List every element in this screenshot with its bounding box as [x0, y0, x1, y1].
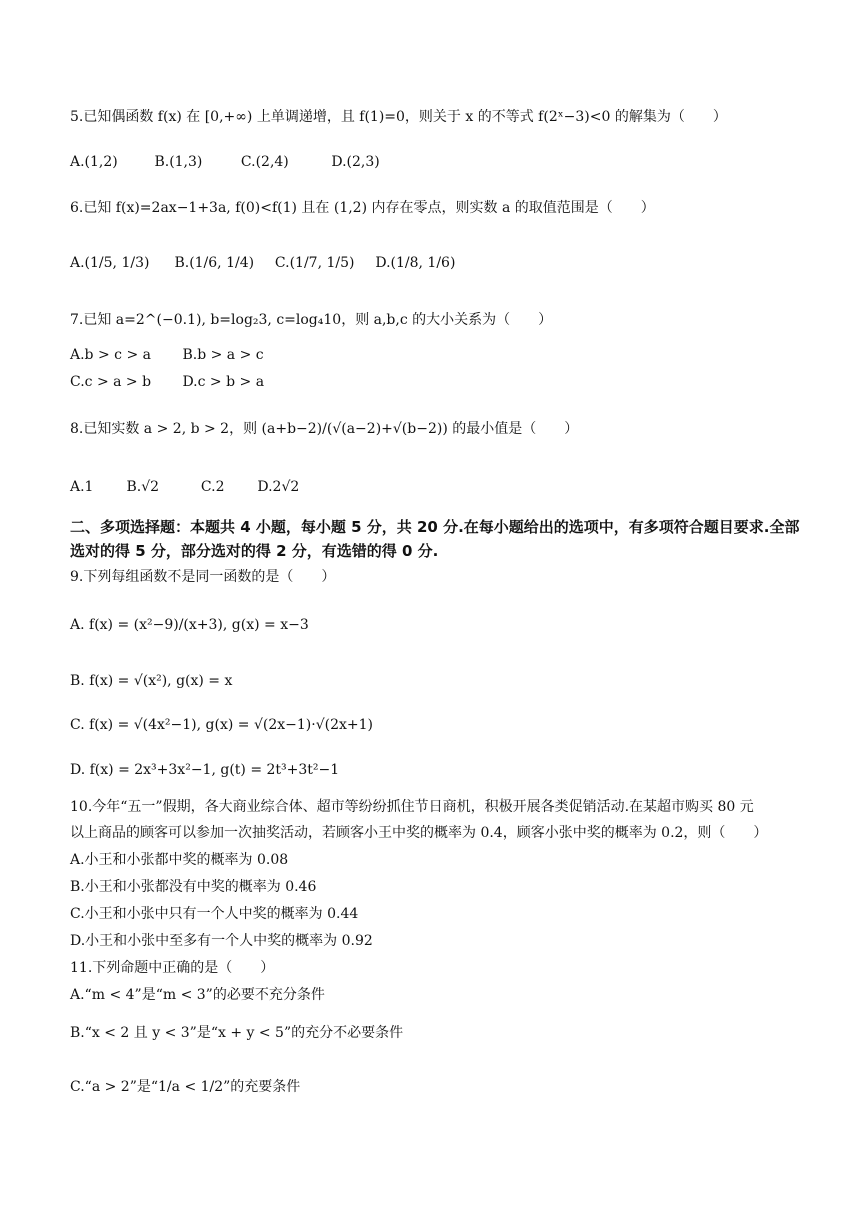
q11-option-b: B.“x < 2 且 y < 3”是“x + y < 5”的充分不必要条件 — [70, 1025, 404, 1041]
q11-option-a: A.“m < 4”是“m < 3”的必要不充分条件 — [70, 987, 325, 1003]
q8-option-c: C.2 — [200, 479, 225, 495]
q7-stem: 7.已知 a=2^(−0.1), b=log₂3, c=log₄10，则 a,b,c 的大小关系为（ ） — [70, 312, 553, 328]
q5-option-d: D.(2,3) — [331, 154, 380, 170]
q7-option-c: C.c > a > b — [70, 374, 152, 390]
q7-option-b: B.b > a > c — [182, 347, 264, 363]
q10-stem-line2: 以上商品的顾客可以参加一次抽奖活动，若顾客小王中奖的概率为 0.4，顾客小张中奖的概率为 0.2，则（ ） — [70, 825, 768, 841]
q9-option-c: C. f(x) = √(4x²−1), g(x) = √(2x−1)·√(2x+1) — [70, 717, 373, 733]
q9-stem: 9.下列每组函数不是同一函数的是（ ） — [70, 569, 336, 585]
q10-option-c: C.小王和小张中只有一个人中奖的概率为 0.44 — [70, 906, 359, 922]
q10-option-b: B.小王和小张都没有中奖的概率为 0.46 — [70, 879, 317, 895]
q8-option-d: D.2√2 — [257, 479, 300, 495]
q10-option-d: D.小王和小张中至多有一个人中奖的概率为 0.92 — [70, 933, 373, 949]
q9-option-d: D. f(x) = 2x³+3x²−1, g(t) = 2t³+3t²−1 — [70, 762, 340, 778]
q6-option-c: C.(1/7, 1/5) — [274, 255, 355, 271]
q7-options-row1 — [70, 346, 264, 364]
q5-stem: 5.已知偶函数 f(x) 在 [0,+∞) 上单调递增，且 f(1)=0，则关于 x 的不等式 f(2ˣ−3)<0 的解集为（ ） — [70, 109, 727, 125]
q6-stem: 6.已知 f(x)=2ax−1+3a, f(0)<f(1) 且在 (1,2) 内存在零点，则实数 a 的取值范围是（ ） — [70, 200, 655, 216]
q11-option-c: C.“a > 2”是“1/a < 1/2”的充要条件 — [70, 1079, 301, 1095]
q5-option-a: A.(1,2) — [70, 154, 118, 170]
q7-option-a: A.b > c > a — [70, 347, 151, 363]
q9-option-b: B. f(x) = √(x²), g(x) = x — [70, 673, 233, 689]
q6-option-b: B.(1/6, 1/4) — [174, 255, 255, 271]
q11-stem: 11.下列命题中正确的是（ ） — [70, 960, 275, 976]
q10-option-a: A.小王和小张都中奖的概率为 0.08 — [70, 852, 289, 868]
q7-option-d: D.c > b > a — [182, 374, 265, 390]
q6-options — [70, 254, 455, 272]
q8-options — [70, 478, 299, 496]
section2-header: 二、多项选择题：本题共 4 小题，每小题 5 分，共 20 分.在每小题给出的选项中，有多项符合题目要求.全部选对的得 5 分，部分选对的得 2 分，有选错的得 0 分. — [70, 518, 800, 560]
q8-option-a: A.1 — [70, 479, 94, 495]
q9-option-a: A. f(x) = (x²−9)/(x+3), g(x) = x−3 — [70, 617, 309, 633]
q8-option-b: B.√2 — [126, 479, 160, 495]
q5-option-c: C.(2,4) — [240, 154, 289, 170]
q6-option-d: D.(1/8, 1/6) — [375, 255, 456, 271]
q10-stem-line1: 10.今年“五一”假期，各大商业综合体、超市等纷纷抓住节日商机，积极开展各类促销活动.在某超市购买 80 元 — [70, 799, 754, 815]
q8-stem: 8.已知实数 a > 2, b > 2，则 (a+b−2)/(√(a−2)+√(b−2)) 的最小值是（ ） — [70, 421, 579, 437]
q5-options — [70, 153, 380, 171]
q5-option-b: B.(1,3) — [154, 154, 203, 170]
q7-options-row2 — [70, 373, 264, 391]
q6-option-a: A.(1/5, 1/3) — [70, 255, 150, 271]
